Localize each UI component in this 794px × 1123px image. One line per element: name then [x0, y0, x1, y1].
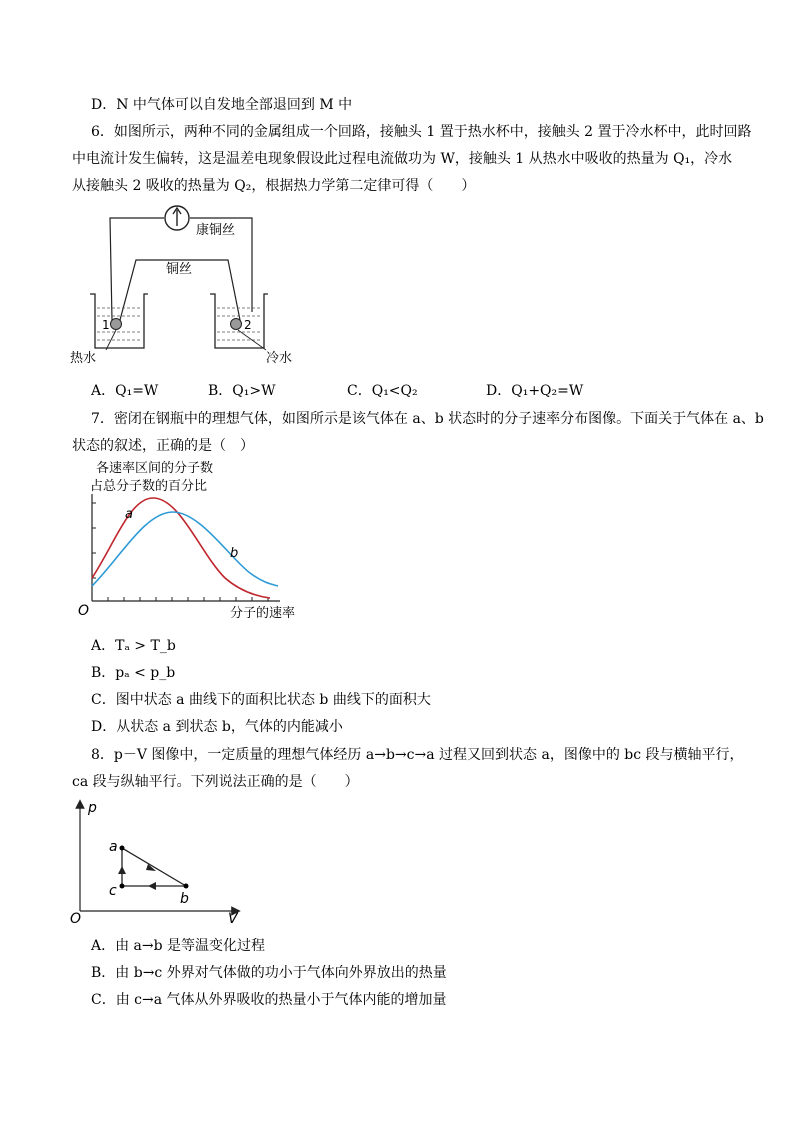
pv-diagram-figure — [66, 798, 256, 926]
q8-option-c: C．由 c→a 气体从外界吸收的热量小于气体内能的增加量 — [91, 992, 447, 1008]
q7-stem-line-2: 状态的叙述，正确的是（ ） — [72, 438, 254, 454]
hot-water-beaker — [90, 294, 148, 350]
point-c-label: c — [109, 883, 117, 899]
junction-1-label: 1 — [102, 318, 110, 332]
point-b-label: b — [180, 891, 189, 907]
q6-option-b: B．Q₁>W — [208, 383, 276, 399]
q8-option-a: A．由 a→b 是等温变化过程 — [91, 938, 266, 954]
speed-distribution-figure — [70, 458, 320, 624]
junction-2-label: 2 — [244, 318, 252, 332]
q6-stem-line-3: 从接触头 2 吸收的热量为 Q₂，根据热力学第二定律可得（ ） — [72, 178, 476, 194]
q6-stem-line-2: 中电流计发生偏转，这是温差电现象假设此过程电流做功为 W，接触头 1 从热水中吸收的热量为 Q₁，冷水 — [72, 151, 733, 167]
q6-option-c: C．Q₁<Q₂ — [347, 383, 418, 399]
point-a-label: a — [109, 839, 118, 855]
copper-wire-label: 铜丝 — [166, 262, 193, 277]
p-axis-label: p — [88, 800, 97, 816]
q6-option-d: D．Q₁+Q₂=W — [486, 383, 584, 399]
thermocouple-figure — [60, 200, 320, 375]
q7-option-c: C．图中状态 a 曲线下的面积比状态 b 曲线下的面积大 — [91, 692, 431, 708]
q7-stem-line-1: 7．密闭在钢瓶中的理想气体，如图所示是该气体在 a、b 状态时的分子速率分布图像。下面关于气体在 a、b — [91, 411, 764, 427]
hot-water-label: 热水 — [70, 351, 97, 366]
q7-option-a: A．Tₐ > T_b — [91, 638, 176, 654]
cold-water-beaker — [210, 294, 268, 350]
cold-water-label: 冷水 — [266, 351, 293, 366]
q7-option-d: D．从状态 a 到状态 b，气体的内能减小 — [91, 719, 343, 735]
curve-a-label: a — [125, 507, 133, 522]
x-axis-label: 分子的速率 — [230, 606, 296, 621]
q8-stem-line-2: ca 段与纵轴平行。下列说法正确的是（ ） — [72, 774, 359, 790]
v-axis-label: V — [228, 911, 238, 926]
q8-option-b: B．由 b→c 外界对气体做的功小于气体向外界放出的热量 — [91, 965, 447, 981]
q6-stem-line-1: 6．如图所示，两种不同的金属组成一个回路，接触头 1 置于热水杯中，接触头 2 置于冷水杯中，此时回路 — [91, 124, 752, 140]
constantan-wire-label: 康铜丝 — [196, 223, 236, 238]
y-axis-label-line-2: 占总分子数的百分比 — [90, 479, 208, 494]
q8-stem-line-1: 8．p－V 图像中，一定质量的理想气体经历 a→b→c→a 过程又回到状态 a，图像中的 bc 段与横轴平行， — [91, 747, 744, 763]
curve-b-label: b — [230, 546, 239, 561]
origin-label: O — [78, 603, 90, 619]
y-axis-label-line-1: 各速率区间的分子数 — [96, 461, 214, 476]
galvanometer-icon — [165, 206, 189, 230]
q5-option-d: D．N 中气体可以自发地全部退回到 M 中 — [91, 97, 353, 113]
q7-option-b: B．pₐ < p_b — [91, 665, 176, 681]
q6-option-a: A．Q₁=W — [91, 383, 159, 399]
pv-origin-label: O — [70, 911, 82, 926]
